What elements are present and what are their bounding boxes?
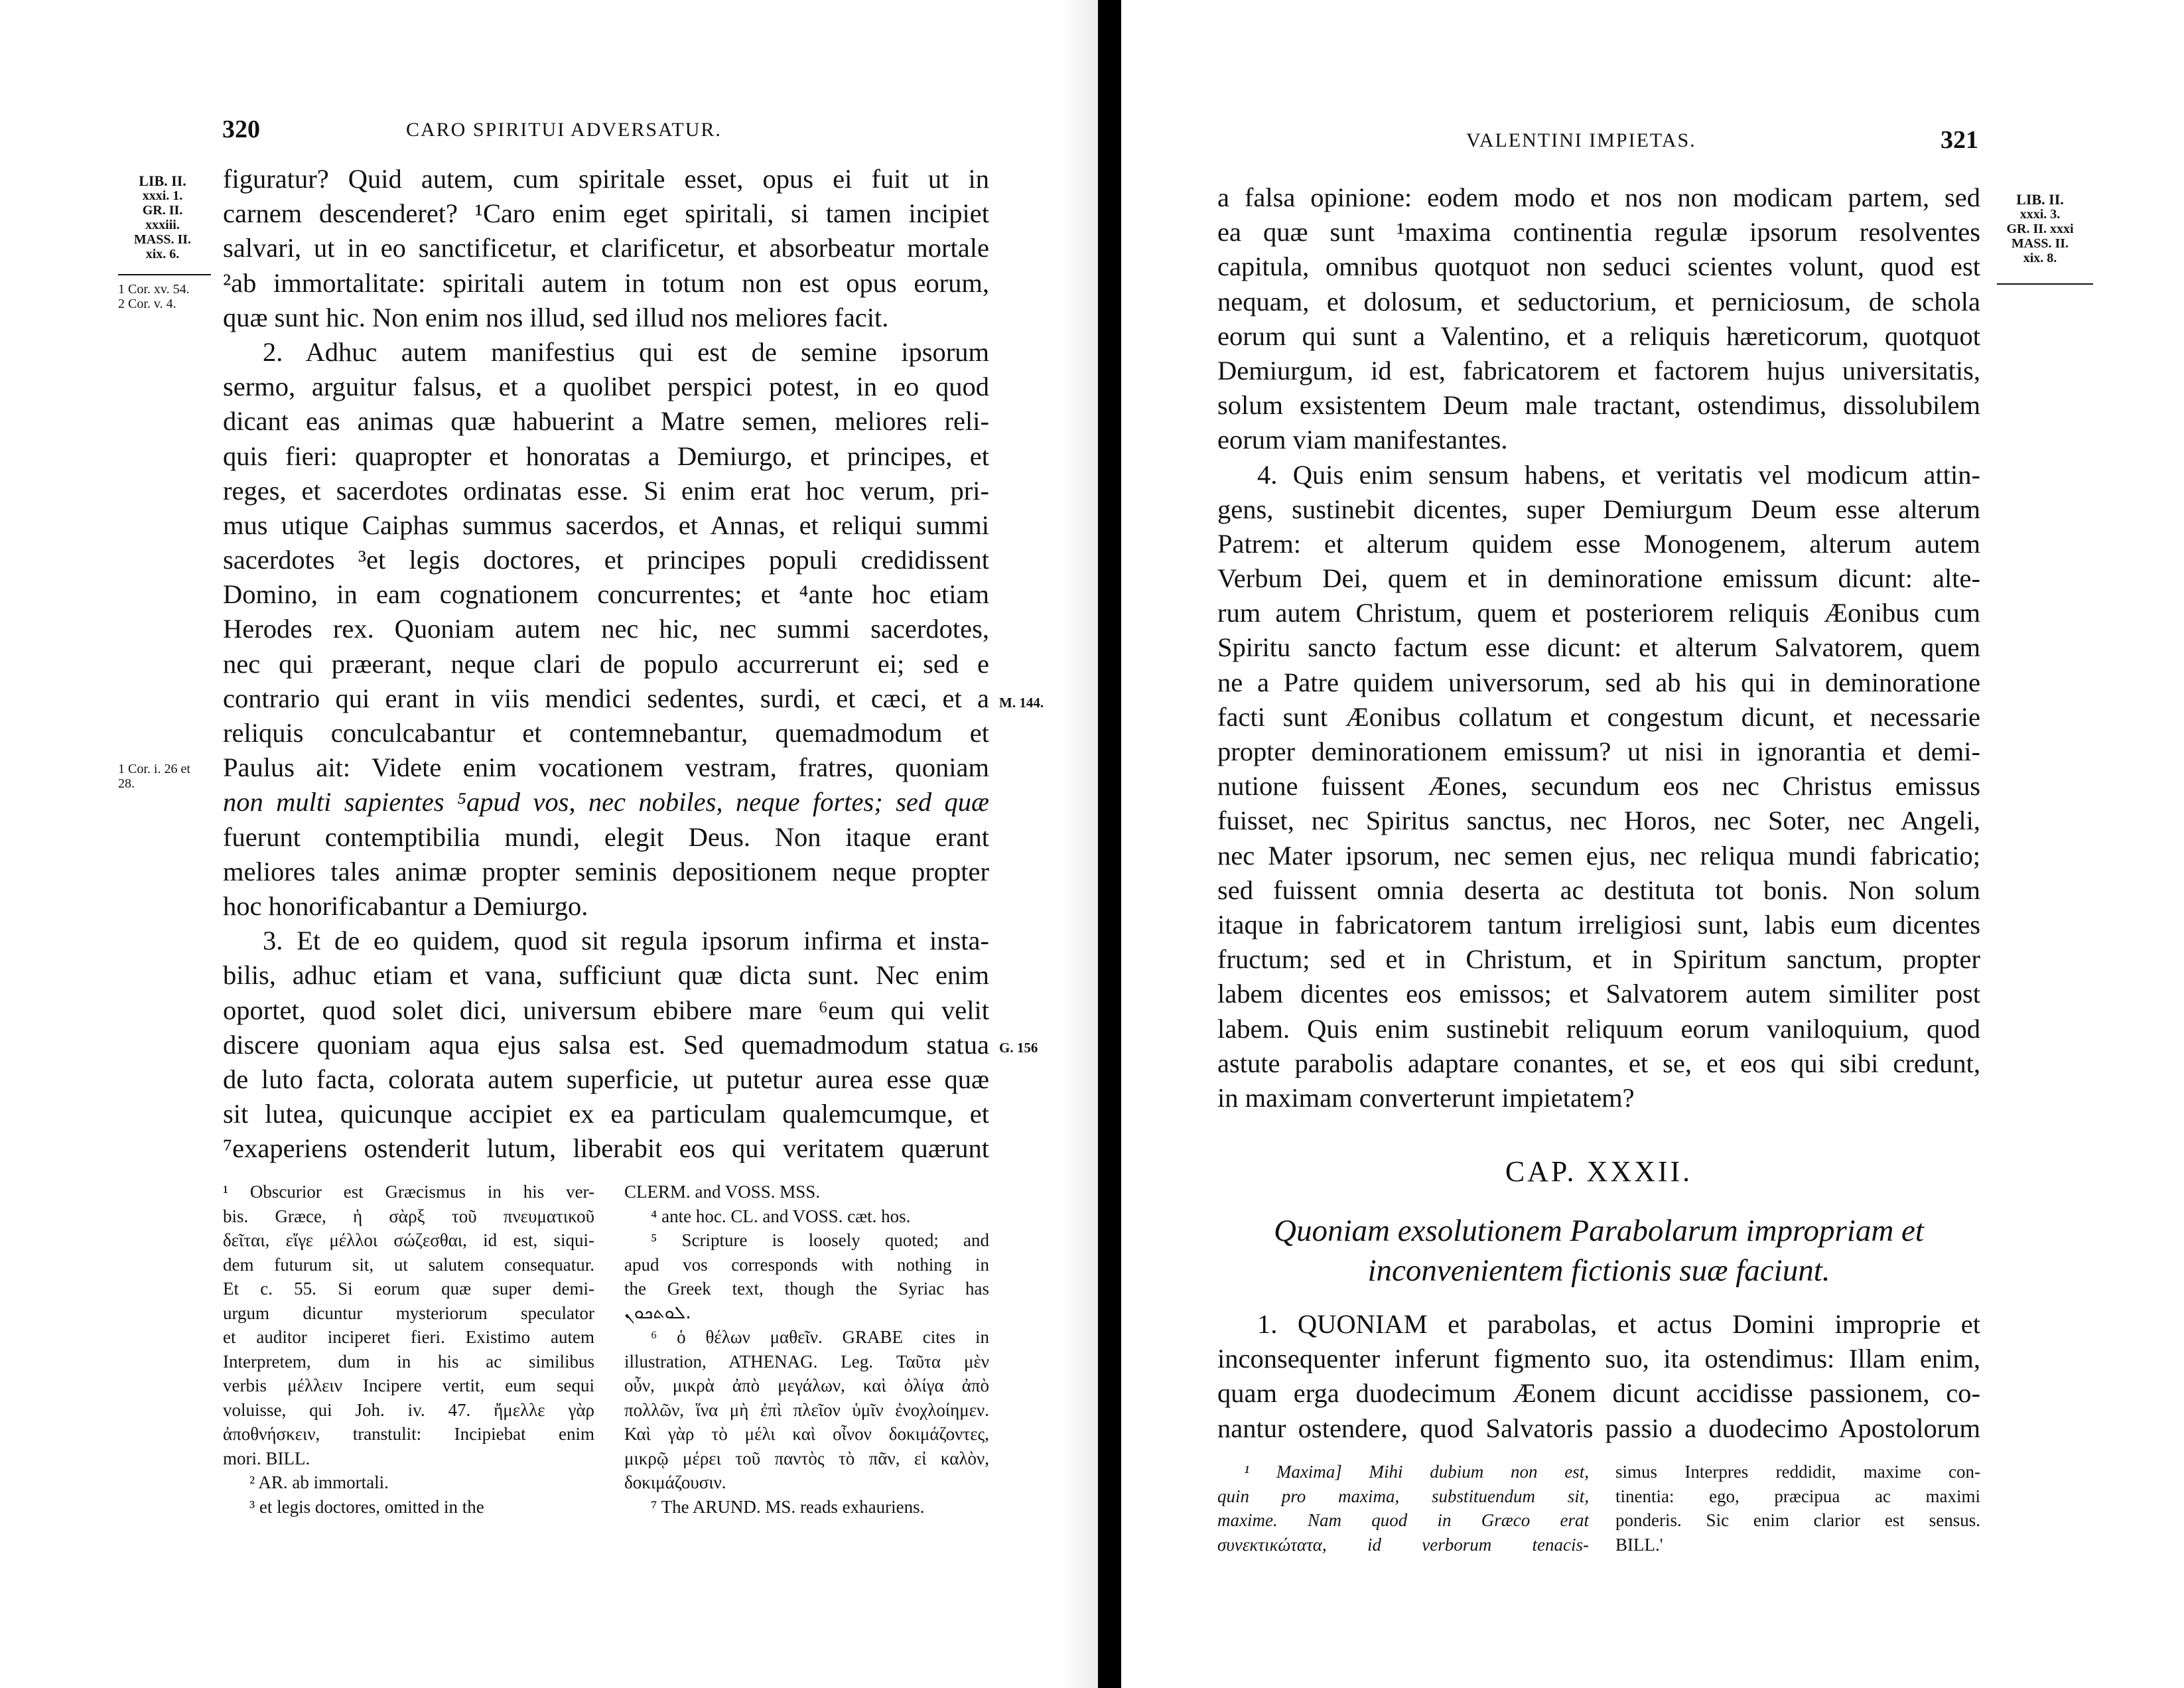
margin-ref-line: xix. 8. <box>2023 251 2057 265</box>
text-line: carnem descenderet? ¹Caro enim eget spiritali, si tamen incipiet <box>223 198 989 229</box>
text-line: labem dicentes eos emissos; et Salvatorem autem similiter post <box>1217 979 1980 1009</box>
left-footnotes-col-2 <box>624 1180 989 1519</box>
text-line: Herodes rex. Quoniam autem nec hic, nec summi sacerdotes, <box>223 614 989 644</box>
left-margin-G-ref: G. 156 <box>999 1040 1038 1056</box>
text-line: 1. QUONIAM et parabolas, et actus Domini improprie et <box>1257 1309 1980 1339</box>
footnote-line: quin pro maxima, substituendum sit, <box>1217 1486 1589 1506</box>
footnote-line: the Greek text, though the Syriac has <box>624 1279 989 1299</box>
text-line: facti sunt Æonibus collatum et congestum dicunt, et necessarie <box>1217 701 1980 732</box>
footnote-line: Et c. 55. Si eorum quæ super demi- <box>223 1279 594 1299</box>
text-line: discere quoniam aqua ejus salsa est. Sed quemadmodum statua <box>223 1029 989 1060</box>
footnote-line: simus Interpres reddidit, maxime con- <box>1615 1462 1980 1482</box>
text-line: Verbum Dei, quem et in deminoratione emissum dicunt: alte- <box>1217 563 1980 594</box>
right-running-title: VALENTINI IMPIETAS. <box>1466 129 1696 151</box>
text-line: nutione fuissent Æones, secundum eos nec Christus emissus <box>1217 771 1980 802</box>
right-body-text <box>1217 180 1980 1115</box>
text-line: meliores tales animæ propter seminis depositionem neque propter <box>223 856 989 886</box>
right-footnotes-col-1 <box>1217 1460 1589 1557</box>
text-line: de luto facta, colorata autem superficie, ut putetur aurea esse quæ <box>223 1064 989 1094</box>
text-line: sed fuissent omnia deserta ac destituta tot bonis. Non solum <box>1217 875 1980 905</box>
footnote-line: ponderis. Sic enim clarior est sensus. <box>1615 1510 1980 1530</box>
text-line: non multi sapientes ⁵apud vos, nec nobiles, neque fortes; sed quæ <box>223 787 989 817</box>
left-margin-scripture-ref <box>118 282 190 311</box>
footnote-line: Interpretem, dum in his ac similibus <box>223 1351 594 1372</box>
text-line: itaque in fabricatorem tantum irreligiosi sunt, labis eum dicentes <box>1217 909 1980 940</box>
text-line: astute parabolis adaptare conantes, et se, et eos qui sibi credunt, <box>1217 1048 1980 1078</box>
text-line: Patrem: et alterum quidem esse Monogenem, alterum autem <box>1217 528 1980 559</box>
footnote-line: ⁷ The ARUND. MS. reads exhauriens. <box>651 1496 925 1517</box>
text-line: nantur ostendere, quod Salvatoris passio a duodecimo Apostolorum <box>1217 1413 1980 1443</box>
text-line: oportet, quod solet dici, universum ebibere mare ⁶eum qui velit <box>223 995 989 1025</box>
footnote-line: ⁵ Scripture is loosely quoted; and <box>651 1230 989 1250</box>
footnote-line: apud vos corresponds with nothing in <box>624 1254 989 1275</box>
margin-cor-line: 28. <box>118 776 135 791</box>
footnote-line: ⁴ ante hoc. CL. and VOSS. cæt. hos. <box>651 1206 911 1226</box>
text-line: eorum qui sunt a Valentino, et a reliquis hæreticorum, quotquot <box>1217 320 1980 351</box>
footnote-line: ² AR. ab immortali. <box>249 1472 389 1492</box>
left-footnotes-col-1 <box>223 1180 594 1519</box>
text-line: ²ab immortalitate: spiritali autem in totum non est opus eorum, <box>223 267 989 298</box>
left-running-title: CARO SPIRITUI ADVERSATUR. <box>406 119 722 141</box>
text-line: figuratur? Quid autem, cum spiritale esset, opus ei fuit ut in <box>223 164 989 194</box>
text-line: hoc honorificabantur a Demiurgo. <box>223 890 588 921</box>
left-margin-rule <box>118 274 211 275</box>
text-line: fuisset, nec Spiritus sanctus, nec Horos, nec Soter, nec Angeli, <box>1217 806 1980 836</box>
footnote-line: συνεκτικώτατα, id verborum tenacis- <box>1217 1534 1589 1555</box>
text-line: rum autem Christum, quem et posteriorem reliquis Æonibus cum <box>1217 598 1980 628</box>
margin-ref-line: LIB. II. <box>139 173 186 189</box>
text-line: nec Mater ipsorum, nec semen ejus, nec reliqua mundi fabricatio; <box>1217 840 1980 871</box>
text-line: contrario qui erant in viis mendici sedentes, surdi, et cæci, et a <box>223 683 989 713</box>
margin-ref-line: MASS. II. <box>133 232 192 247</box>
book-gutter <box>1098 0 1121 1688</box>
margin-cor-line: 1 Cor. i. 26 et <box>118 762 190 776</box>
left-margin-scripture-ref-2 <box>118 762 190 791</box>
text-line: Demiurgum, id est, fabricatorem et factorem hujus universitatis, <box>1217 355 1980 386</box>
footnote-line: et auditor inciperet fieri. Existimo autem <box>223 1327 594 1347</box>
text-line: ⁷exaperiens ostenderit lutum, liberabit eos qui veritatem quærunt <box>223 1133 989 1164</box>
left-margin-book-ref <box>123 174 202 261</box>
text-line: eorum viam manifestantes. <box>1217 425 1508 455</box>
gutter-shadow <box>1061 0 1098 1688</box>
text-line: sermo, arguitur falsus, et a quolibet perspici potest, in eo quod <box>223 372 989 402</box>
footnote-line: μικρῷ μέρει τοῦ παντὸς τὸ πᾶν, εἰ καλὸν, <box>624 1448 989 1468</box>
left-footnotes <box>223 1180 989 1565</box>
margin-ref-line: xxxiii. <box>145 218 180 232</box>
footnote-line: ἀποθνήσκειν, transtulit: Incipiebat enim <box>223 1424 594 1444</box>
text-line: 3. Et de eo quidem, quod sit regula ipsorum infirma et insta- <box>263 926 989 956</box>
footnote-line: ¹ Maxima] Mihi dubium non est, <box>1244 1462 1589 1482</box>
text-line: ne a Patre quidem universorum, sed ab his qui in deminoratione <box>1217 667 1980 697</box>
chapter-subtitle <box>1217 1211 1980 1291</box>
text-line: Spiritu sancto factum esse dicunt: et alterum Salvatorem, quem <box>1217 632 1980 663</box>
footnote-line: δοκιμάζουσιν. <box>624 1472 726 1492</box>
text-line: Domino, in eam cognationem concurrentes; et ⁴ante hoc etiam <box>223 579 989 610</box>
syriac-word: ܠܘܬܟܘܢ. <box>624 1302 691 1323</box>
text-line: reges, et sacerdotes ordinatas esse. Si enim erat hoc verum, pri- <box>223 475 989 506</box>
text-line: nec qui præerant, neque clari de populo accurrerunt ei; sed e <box>223 648 989 679</box>
footnote-line: maxime. Nam quod in Græco erat <box>1217 1510 1589 1530</box>
text-line: quis fieri: quapropter et honoratas a Demiurgo, et principes, et <box>223 441 989 471</box>
footnote-line: dem futurum sit, ut salutem consequatur. <box>223 1254 594 1275</box>
footnote-line: tinentia: ego, præcipua ac maximi <box>1615 1486 1980 1506</box>
right-margin-rule <box>1997 283 2093 285</box>
text-line: 2. Adhuc autem manifestius qui est de semine ipsorum <box>263 336 989 367</box>
text-line: sit lutea, quicunque accipiet ex ea particulam qualemcumque, et <box>223 1099 989 1129</box>
text-line: mus utique Caiphas summus sacerdos, et Annas, et reliqui summi <box>223 510 989 540</box>
text-line: nequam, et dolosum, et seductorium, et perniciosum, de schola <box>1217 286 1980 316</box>
footnote-line: illustration, ATHENAG. Leg. Ταῦτα μὲν <box>624 1351 989 1372</box>
footnote-line: CLERM. and VOSS. MSS. <box>624 1182 821 1202</box>
right-page <box>1121 0 2184 1688</box>
margin-ref-line: GR. II. <box>142 203 183 218</box>
text-line: in maximam converterunt impietatem? <box>1217 1082 1635 1113</box>
chapter-heading: CAP. XXXII. <box>1505 1155 1693 1188</box>
right-footnotes <box>1217 1460 1980 1566</box>
margin-ref-line: MASS. II. <box>2011 236 2069 251</box>
footnote-line: ¹ Obscurior est Græcismus in his ver- <box>223 1182 594 1202</box>
footnote-line: mori. BILL. <box>223 1448 310 1468</box>
chapter-body-text <box>1217 1307 1980 1446</box>
text-line: 4. Quis enim sensum habens, et veritatis vel modicum attin- <box>1257 459 1980 490</box>
margin-ref-line: xxxi. 1. <box>142 188 183 203</box>
footnote-line: BILL.' <box>1615 1534 1663 1555</box>
right-page-number: 321 <box>1941 126 1978 154</box>
footnote-line: urgum dicuntur mysteriorum speculator <box>223 1302 594 1323</box>
right-margin-book-ref <box>1994 192 2086 265</box>
text-line: quam erga duodecimum Æonem dicunt accidisse passionem, co- <box>1217 1378 1980 1409</box>
text-line: dicant eas animas quæ habuerint a Matre semen, meliores reli- <box>223 406 989 437</box>
margin-ref-line: xxxi. 3. <box>2019 207 2061 222</box>
text-line: labem. Quis enim sustinebit reliquum eorum vaniloquium, quod <box>1217 1013 1980 1044</box>
footnote-line: ³ et legis doctores, omitted in the <box>249 1496 484 1517</box>
subtitle-line: inconvenientem fictionis suæ faciunt. <box>1367 1253 1830 1288</box>
margin-cor-line: 1 Cor. xv. 54. <box>118 282 190 297</box>
margin-ref-line: GR. II. xxxi <box>2006 222 2074 236</box>
footnote-line: πολλῶν, ἵνα μὴ ἐπὶ πλεῖον ὑμῖν ἐνοχλοίημεν. <box>624 1399 989 1420</box>
margin-ref-line: LIB. II. <box>2016 191 2064 208</box>
text-line: solum exsistentem Deum male tractant, ostendimus, dissolubilem <box>1217 390 1980 421</box>
text-line: propter deminorationem emissum? ut nisi in ignorantia et demi- <box>1217 737 1980 766</box>
footnote-line: voluisse, qui Joh. iv. 47. ἤμελλε γὰρ <box>223 1399 594 1420</box>
text-line: salvari, ut in eo sanctificetur, et clarificetur, et absorbeatur mortale <box>223 233 989 263</box>
text-line: Paulus ait: Videte enim vocationem vestram, fratres, quoniam <box>223 752 989 783</box>
footnote-line: οὖν, μικρὰ ἀπὸ μεγάλων, καὶ ὀλίγα ἀπὸ <box>624 1375 989 1395</box>
text-line: reliquis conculcabantur et contemnebantur, quemadmodum et <box>223 718 989 748</box>
left-margin-M-ref: M. 144. <box>999 695 1044 711</box>
footnote-line: Καὶ γὰρ τὸ μέλι καὶ οἶνον δοκιμάζοντες, <box>624 1424 989 1444</box>
text-line: gens, sustinebit dicentes, super Demiurgum Deum esse alterum <box>1217 494 1980 524</box>
footnote-line: δεῖται, εἴγε μέλλοι σώζεσθαι, id est, siqui- <box>223 1230 594 1250</box>
left-page-number: 320 <box>222 115 260 143</box>
text-line: sacerdotes ³et legis doctores, et principes populi credidissent <box>223 545 989 575</box>
text-line: capitula, omnibus quotquot non seduci scientes volunt, quod est <box>1217 251 1980 282</box>
subtitle-line: Quoniam exsolutionem Parabolarum impropriam et <box>1274 1214 1924 1248</box>
margin-ref-line: xix. 6. <box>145 247 180 261</box>
text-line: fuerunt contemptibilia mundi, elegit Deus. Non itaque erant <box>223 821 989 852</box>
footnote-line: ⁶ ὁ θέλων μαθεῖν. GRABE cites in <box>651 1327 989 1347</box>
text-line: a falsa opinione: eodem modo et nos non modicam partem, sed <box>1217 182 1980 212</box>
text-line: fructum; sed et in Christum, et in Spiritum sanctum, propter <box>1217 944 1980 975</box>
text-line: inconsequenter inferunt figmento suo, ita ostendimus: Illam enim, <box>1217 1344 1980 1374</box>
text-line: bilis, adhuc etiam et vana, sufficiunt quæ dicta sunt. Nec enim <box>223 960 989 991</box>
margin-cor-line: 2 Cor. v. 4. <box>118 297 176 311</box>
right-footnotes-col-2 <box>1615 1460 1980 1557</box>
footnote-line: bis. Græce, ἡ σὰρξ τοῦ πνευματικοῦ <box>223 1206 594 1226</box>
left-body-text <box>223 162 989 1166</box>
footnote-line: verbis μέλλειν Incipere vertit, eum sequi <box>223 1375 594 1395</box>
text-line: quæ sunt hic. Non enim nos illud, sed illud nos meliores facit. <box>223 302 889 332</box>
text-line: ea quæ sunt ¹maxima continentia regulæ ipsorum resolventes <box>1217 217 1980 247</box>
